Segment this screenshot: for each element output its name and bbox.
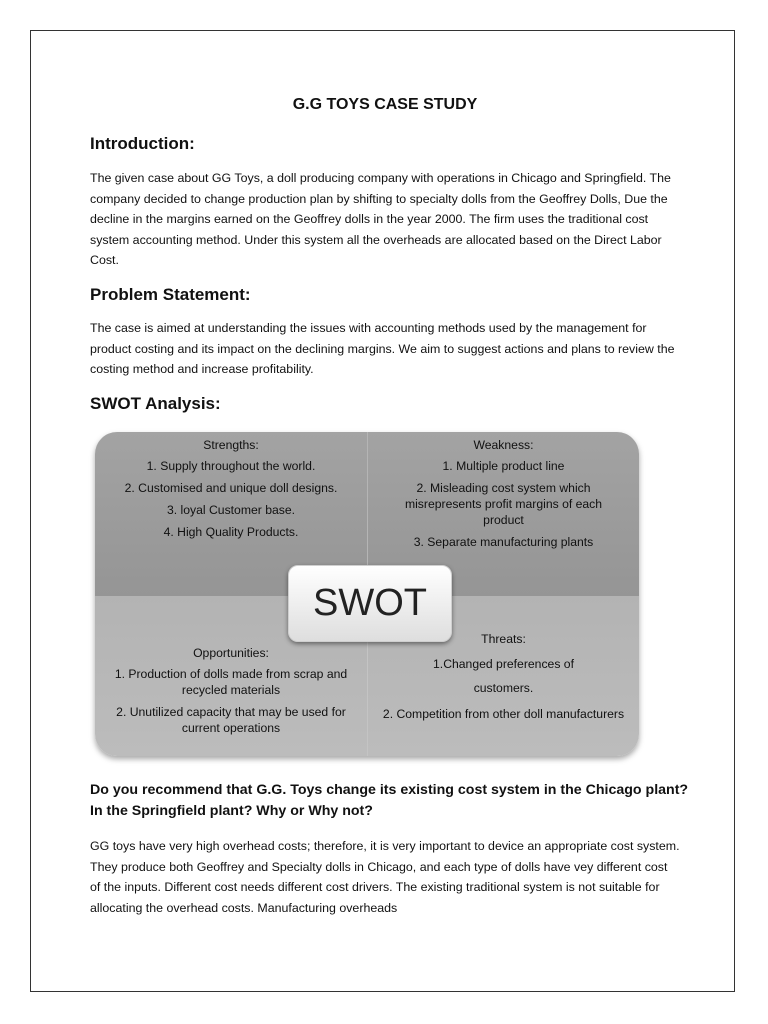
threat-item: 2. Competition from other doll manufacturers	[382, 707, 625, 721]
strength-item: 4. High Quality Products.	[163, 525, 299, 539]
introduction-heading: Introduction:	[90, 134, 195, 153]
question-heading: Do you recommend that G.G. Toys change its existing cost system in the Chicago plant? In the Springfield plant? Why or Why not?	[90, 782, 689, 819]
introduction-text: The given case about GG Toys, a doll producing company with operations in Chicago and Springfield. The company decided to change production plan by shifting to specialty dolls from the Geoffrey Dolls, Due the decline in the margins earned on the Geoffrey dolls in the year 2000. The firm uses the traditional cost system accounting method. Under this system all the overheads are allocated based on the Direct Labor Cost.	[90, 171, 671, 267]
problem-statement-heading: Problem Statement:	[90, 285, 251, 304]
swot-center-label: SWOT	[288, 565, 452, 642]
document-title: G.G TOYS CASE STUDY	[292, 96, 478, 113]
weakness-item: 1. Multiple product line	[442, 459, 565, 473]
strength-item: 2. Customised and unique doll designs.	[124, 481, 338, 495]
weakness-item: 3. Separate manufacturing plants	[413, 535, 594, 549]
strength-item: 3. loyal Customer base.	[166, 503, 296, 517]
weakness-title: Weakness:	[473, 438, 534, 452]
threats-title: Threats:	[481, 632, 526, 646]
opportunity-item: 2. Unutilized capacity that may be used for current operations	[116, 705, 346, 735]
weakness-item: 2. Misleading cost system which misrepresents profit margins of each product	[404, 481, 603, 527]
swot-heading: SWOT Analysis:	[90, 394, 221, 413]
problem-statement-text: The case is aimed at understanding the issues with accounting methods used by the management for product costing and its impact on the declining margins. We aim to suggest actions and plans to review the costing method and increase profitability.	[90, 321, 675, 376]
opportunity-item: 1. Production of dolls made from scrap and recycled materials	[114, 667, 348, 697]
threat-item: 1.Changed preferences of customers.	[433, 657, 574, 695]
strength-item: 1. Supply throughout the world.	[146, 459, 316, 473]
strengths-title: Strengths:	[203, 438, 259, 452]
opportunities-title: Opportunities:	[193, 646, 269, 660]
question-answer-text: GG toys have very high overhead costs; therefore, it is very important to device an appropriate cost system. They produce both Geoffrey and Specialty dolls in Chicago, and each type of dolls have vey different cost of the inputs. Different cost needs different cost drivers. The existing traditional system is not suitable for allocating the overhead costs. Manufacturing overheads	[90, 839, 680, 915]
